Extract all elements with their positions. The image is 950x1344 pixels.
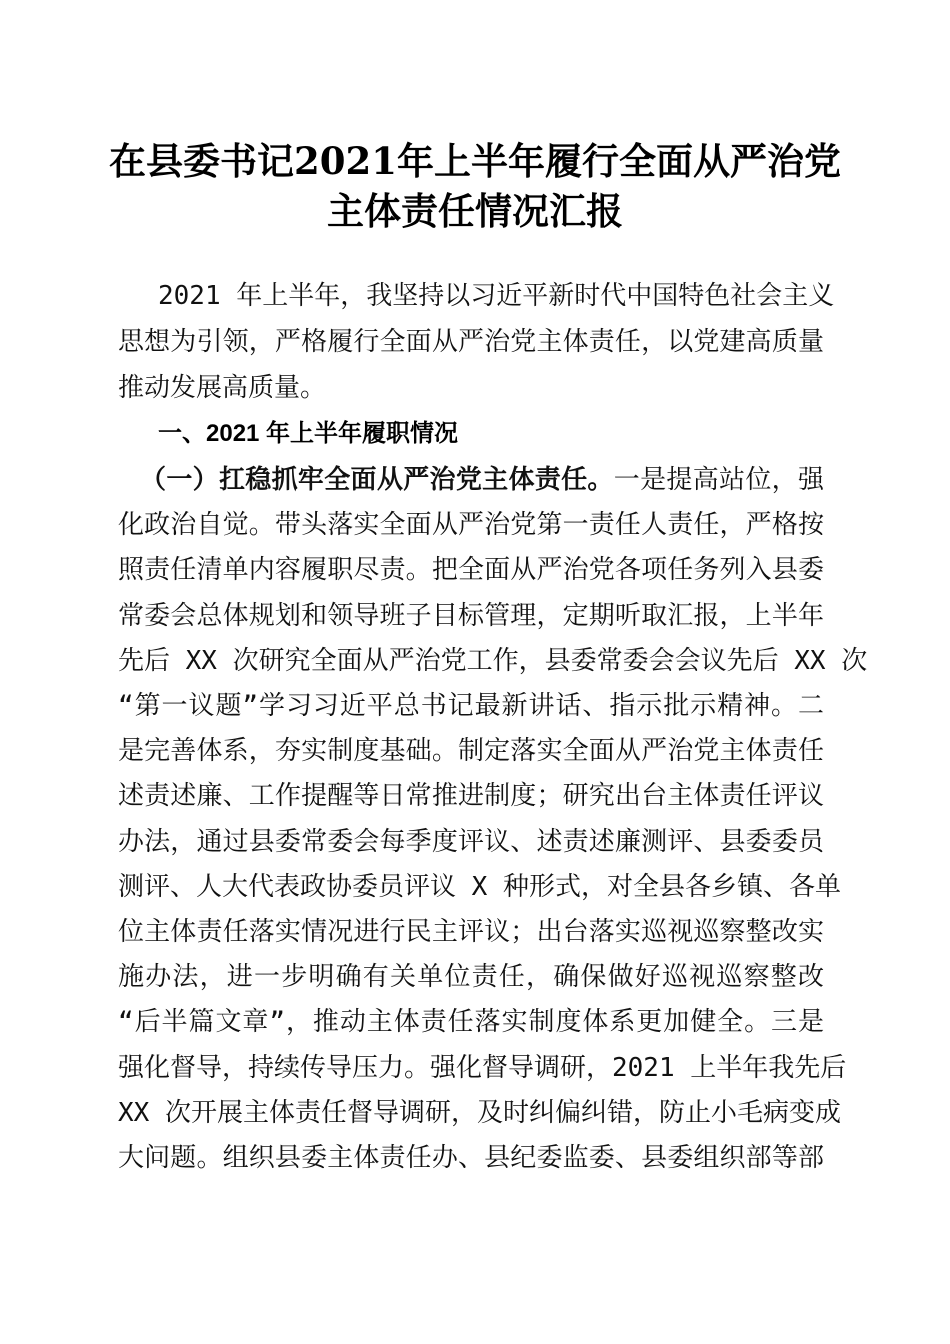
body-line-11: 施办法，进一步明确有关单位责任，确保做好巡视巡察整改 [118, 962, 824, 992]
body-line-12: “后半篇文章”，推动主体责任落实制度体系更加健全。三是 [118, 1007, 824, 1037]
document-title-line-1: 在县委书记2021年上半年履行全面从严治党 [109, 139, 841, 183]
body-line-5: “第一议题”学习习近平总书记最新讲话、指示批示精神。二 [118, 691, 824, 721]
body-line-3: 常委会总体规划和领导班子目标管理，定期听取汇报，上半年 [118, 601, 824, 631]
body-line-2: 照责任清单内容履职尽责。把全面从严治党各项任务列入县委 [118, 555, 824, 585]
body-line-8: 办法，通过县委常委会每季度评议、述责述廉测评、县委委员 [118, 827, 824, 857]
body-line-1: 化政治自觉。带头落实全面从严治党第一责任人责任，严格按 [118, 510, 824, 540]
body-line-7: 述责述廉、工作提醒等日常推进制度；研究出台主体责任评议 [118, 781, 824, 811]
intro-line-2: 思想为引领，严格履行全面从严治党主体责任，以党建高质量 [118, 327, 824, 357]
body-line-13: 强化督导，持续传导压力。强化督导调研，2021 上半年我先后 [118, 1053, 847, 1083]
body-line-14: XX 次开展主体责任督导调研，及时纠偏纠错，防止小毛病变成 [118, 1098, 841, 1128]
subsection-first-line [140, 460, 824, 500]
document-title-line-2: 主体责任情况汇报 [327, 189, 623, 233]
subsection-lead: （一）扛稳抓牢全面从严治党主体责任。 [140, 465, 614, 495]
intro-line-1: 2021 年上半年，我坚持以习近平新时代中国特色社会主义 [158, 281, 835, 311]
intro-line-3: 推动发展高质量。 [118, 373, 327, 403]
body-line-6: 是完善体系，夯实制度基础。制定落实全面从严治党主体责任 [118, 736, 824, 766]
section-heading: 一、2021 年上半年履职情况 [158, 420, 459, 447]
body-line-15: 大问题。组织县委主体责任办、县纪委监委、县委组织部等部 [118, 1143, 824, 1173]
subsection-first-line-rest: 一是提高站位，强 [613, 465, 824, 495]
body-line-9: 测评、人大代表政协委员评议 X 种形式，对全县各乡镇、各单 [118, 872, 841, 902]
body-line-10: 位主体责任落实情况进行民主评议；出台落实巡视巡察整改实 [118, 917, 824, 947]
body-line-4: 先后 XX 次研究全面从严治党工作，县委常委会会议先后 XX 次 [118, 646, 868, 676]
